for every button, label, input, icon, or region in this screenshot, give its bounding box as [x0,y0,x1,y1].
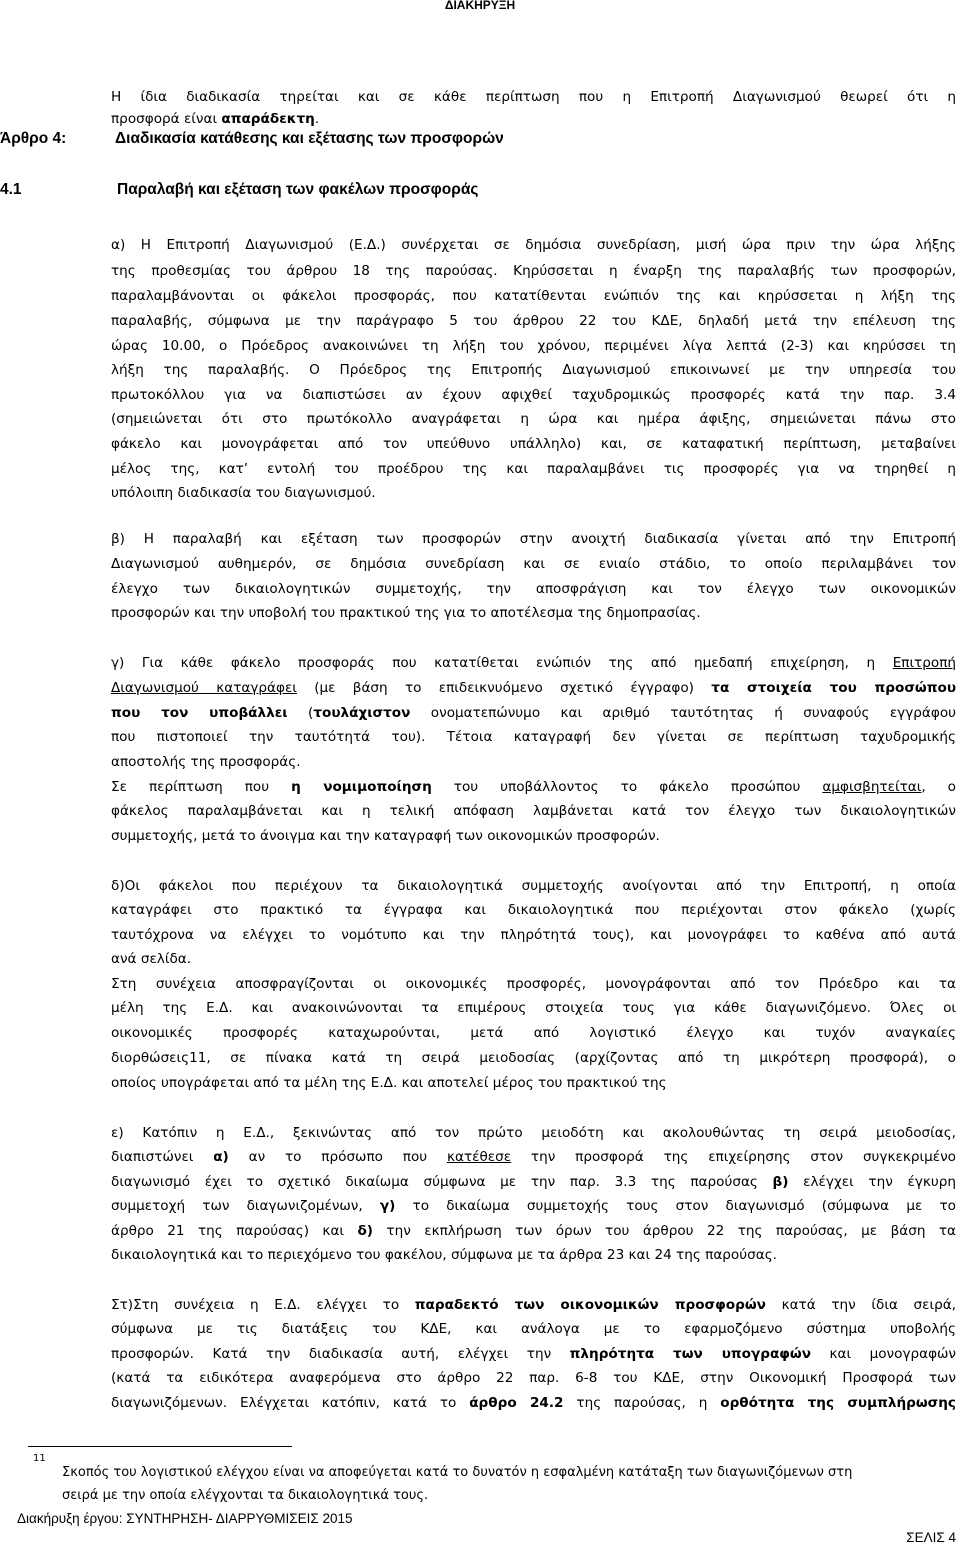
footnote-number: 11 [33,1453,46,1464]
para-e-line: άρθρο 21 της παρούσας) και δ) την εκπλήρωση των όρων του άρθρου 22 της παρούσας, με βάση τα [111,1223,957,1239]
para-d-line: καταγράφει στο πρακτικό τα έγγραφα και δικαιολογητικά που περιέχονται στον φάκελο (χωρίς [111,902,956,918]
para-e-line: συμμετοχή των διαγωνιζομένων, γ) το δικαίωμα συμμετοχής τους στον διαγωνισμό (σύμφωνα με το [111,1198,956,1214]
footer-project-title: Διακήρυξη έργου: ΣΥΝΤΗΡΗΣΗ- ΔΙΑΡΡΥΘΜΙΣΕΙΣ 2015 [17,1511,353,1526]
para-b-line: Διαγωνισμού αυθημερόν, σε δημόσια συνεδρίαση και σε ενιαίο στάδιο, το οποίο περιλαμβάνει τον [111,556,956,572]
para-d-line: ανά σελίδα. [111,951,192,967]
para-st-line: Στ)Στη συνέχεια η Ε.Δ. ελέγχει το παραδεκτό των οικονομικών προσφορών κατά την ίδια σειρά, [111,1297,957,1313]
para-e-line: διαγωνισμό έχει το σχετικό δικαίωμα σύμφωνα με την παρ. 3.3 της παρούσας β) ελέγχει την έγκυρη [111,1174,956,1190]
para-e-line: ε) Κατόπιν η Ε.Δ., ξεκινώντας από τον πρώτο μειοδότη και ακολουθώντας τη σειρά μειοδοσίας, [111,1125,956,1141]
para-c-line: συμμετοχής, μετά το άνοιγμα και την καταγραφή των οικονομικών προσφορών. [111,828,660,844]
para-c-line: που τον υποβάλλει (τουλάχιστον ονοματεπώνυμο και αριθμό ταυτότητας ή συναφούς εγγράφου [111,705,957,721]
para-st-line: προσφορών. Κατά την διαδικασία αυτή, ελέγχει την πληρότητα των υπογραφών και μονογραφών [111,1346,957,1362]
para-b-line: β) Η παραλαβή και εξέταση των προσφορών στην ανοιχτή διαδικασία γίνεται από την Επιτροπή [111,531,956,547]
para-d-line: Στη συνέχεια αποσφραγίζονται οι οικονομικές προσφορές, μονογράφονται από τον Πρόεδρο και τα [111,976,956,992]
para-a-line: υπόλοιπη διαδικασία του διαγωνισμού. [111,485,376,501]
para-a-line: της προθεσμίας του άρθρου 18 της παρούσας. Κηρύσσεται η έναρξη της παραλαβής των προσφορών, [111,263,956,279]
para-c-line: φάκελος παραλαμβάνεται και η τελική απόφαση λαμβάνεται κατά τον έλεγχο των δικαιολογητικών [111,803,956,819]
article-label: Άρθρο 4: [0,130,67,147]
para-d-line: ταυτόχρονα να ελέγχει το νομότυπο και την πληρότητά τους), και μονογράφει το καθένα από αυτά [111,927,956,943]
para-c-line: που πιστοποιεί την ταυτότητά του). Τέτοια καταγραφή δεν γίνεται σε περίπτωση ταχυδρομικής [111,729,956,745]
para-c-line: Σε περίπτωση που η νομιμοποίηση του υποβάλλοντος το φάκελο προσώπου αμφισβητείται, ο [111,779,956,795]
para-d-line: οποίος υπογράφεται από τα μέλη της Ε.Δ. και αποτελεί μέρος του πρακτικού της [111,1075,667,1091]
para-e-line: διαπιστώνει α) αν το πρόσωπο που κατέθεσε την προσφορά της επιχείρησης στον συγκεκριμένο [111,1149,956,1165]
footnote-line: σειρά με την οποία ελέγχονται τα δικαιολογητικά τους. [62,1488,429,1503]
intro-line-1: Η ίδια διαδικασία τηρείται και σε κάθε περίπτωση που η Επιτροπή Διαγωνισμού θεωρεί ότι η [111,89,956,105]
article-title: Διαδικασία κατάθεσης και εξέτασης των προσφορών [115,130,504,147]
para-b-line: έλεγχο των δικαιολογητικών συμμετοχής, την αποσφράγιση και τον έλεγχο των οικονομικών [111,581,956,597]
para-d-line: διορθώσεις11, σε πίνακα κατά τη σειρά μειοδοσίας (αρχίζοντας από τη μικρότερη προσφορά), ο [111,1050,956,1066]
section-title: Παραλαβή και εξέταση των φακέλων προσφοράς [117,181,479,198]
para-a-line: α) Η Επιτροπή Διαγωνισμού (Ε.Δ.) συνέρχεται σε δημόσια συνεδρίαση, μισή ώρα πριν την ώρα λήξης [111,237,956,253]
para-a-line: παραλαβής, σύμφωνα με την παράγραφο 5 του άρθρου 22 του ΚΔΕ, δηλαδή μετά την επέλευση της [111,313,956,329]
footnote-separator [28,1446,292,1447]
para-a-line: φάκελο και μονογράφεται από τον υπεύθυνο υπάλληλο) και, σε καταφατική περίπτωση, μεταβαίνει [111,436,956,452]
para-a-line: πρωτοκόλλου για να διαπιστώσει αν έχουν αφιχθεί ταχυδρομικώς προσφορές κατά την παρ. 3.4 [111,387,956,403]
para-d-line: δ)Οι φάκελοι που περιέχουν τα δικαιολογητικά συμμετοχής ανοίγονται από την Επιτροπή, η οποία [111,878,956,894]
page-header: ΔΙΑΚΗΡΥΞΗ [444,0,516,12]
para-a-line: ώρας 10.00, ο Πρόεδρος ανακοινώνει τη λήξη του χρόνου, περιμένει λίγα λεπτά (2-3) και κηρύσσει τη [111,338,956,354]
para-e-line: δικαιολογητικά και το περιεχόμενο του φακέλου, σύμφωνα με τα άρθρα 23 και 24 της παρούσας. [111,1247,777,1263]
para-a-line: παραλαμβάνονται οι φάκελοι προσφοράς, που κατατίθενται ενώπιόν της και κηρύσσεται η λήξη της [111,288,956,304]
para-c-line: αποστολής της προσφοράς. [111,754,301,770]
footnote-line: Σκοπός του λογιστικού ελέγχου είναι να αποφεύγεται κατά το δυνατόν η εσφαλμένη κατάταξη των διαγωνιζόμενων στη [62,1465,853,1480]
para-st-line: (κατά τα ειδικότερα αναφερόμενα στο άρθρο 22 παρ. 6-8 του ΚΔΕ, στην Οικονομική Προσφορά των [111,1370,956,1386]
para-a-line: μέλος της, κατ’ εντολή του προέδρου της και παραλαμβάνει τις προσφορές για να τηρηθεί η [111,461,956,477]
footer-page-number: ΣΕΛΙΣ 4 [906,1530,956,1545]
para-st-line: διαγωνιζόμενων. Ελέγχεται κατόπιν, κατά το άρθρο 24.2 της παρούσας, η ορθότητα της συμπλήρωσης [111,1395,956,1411]
para-d-line: μέλη της Ε.Δ. και ανακοινώνονται τα επιμέρους στοιχεία τους για κάθε διαγωνιζόμενο. Όλες οι [111,1000,956,1016]
para-a-line: λήξη της παραλαβής. Ο Πρόεδρος της Επιτροπής Διαγωνισμού επικοινωνεί με την υπηρεσία του [111,362,956,378]
para-a-line: (σημειώνεται ότι στο πρωτόκολλο αναγράφεται η ώρα και ημέρα άφιξης, σημειώνεται πάνω στο [111,411,956,427]
para-d-line: οικονομικές προσφορές καταχωρούνται, μετά από λογιστικό έλεγχο και τυχόν αναγκαίες [111,1025,956,1041]
para-c-line: γ) Για κάθε φάκελο προσφοράς που κατατίθεται ενώπιόν της από ημεδαπή επιχείρηση, η Επιτροπή [111,655,956,671]
para-c-line: Διαγωνισμού καταγράφει (με βάση το επιδεικνυόμενο σχετικό έγγραφο) τα στοιχεία του προσώπου [111,680,956,696]
section-number: 4.1 [0,181,22,198]
para-b-line: προσφορών και την υποβολή του πρακτικού της για το αποτέλεσμα της δημοπρασίας. [111,605,701,621]
intro-line-2: προσφορά είναι απαράδεκτη. [111,111,320,127]
para-st-line: σύμφωνα με τις διατάξεις του ΚΔΕ, και ανάλογα με το εφαρμοζόμενο σύστημα υποβολής [111,1321,956,1337]
